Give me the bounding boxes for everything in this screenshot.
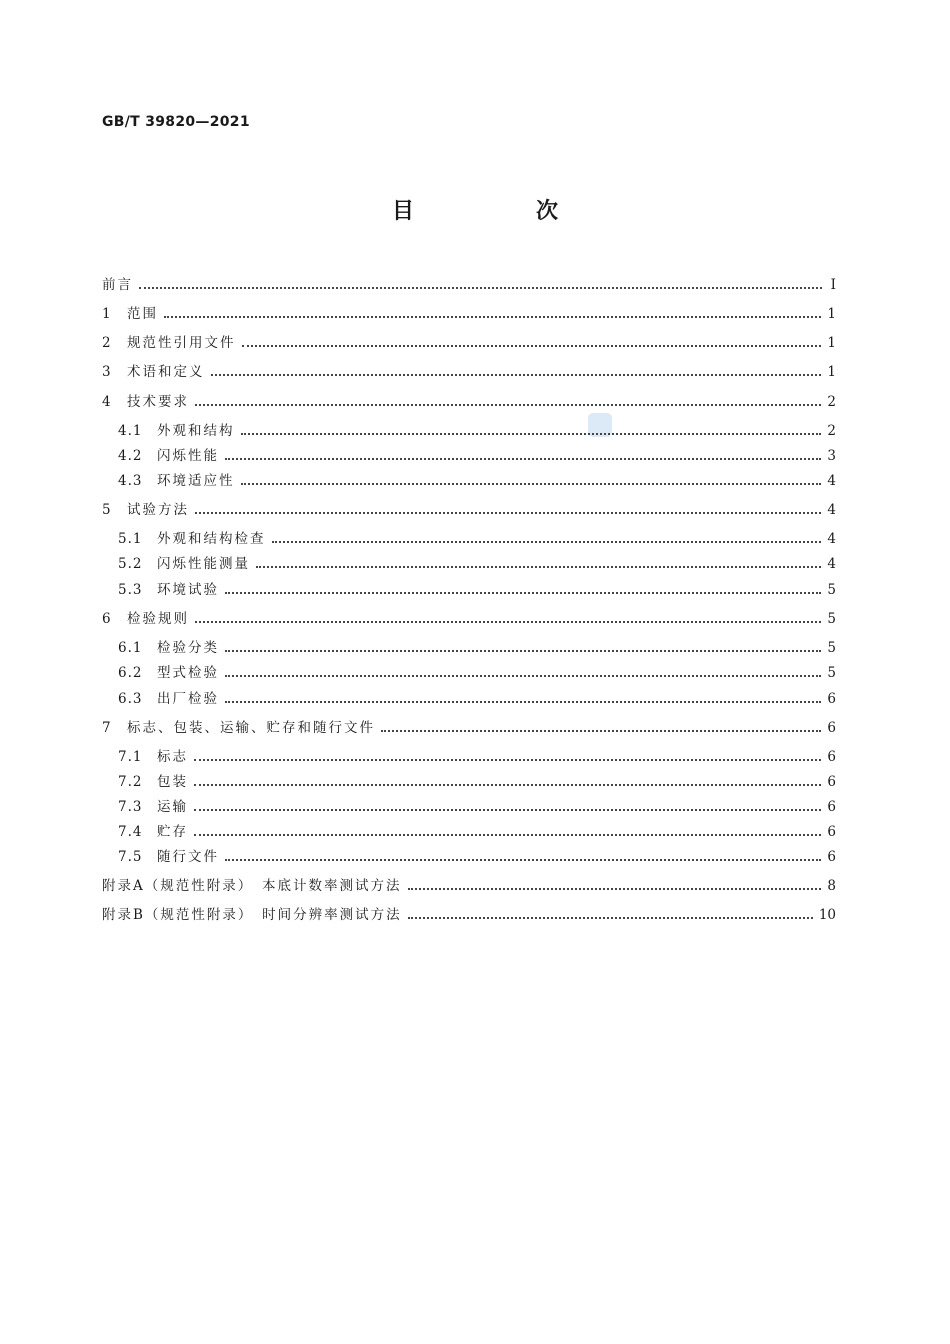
toc-entry-page: 4 (827, 502, 836, 518)
toc-entry-label: 型式检验 (157, 665, 219, 681)
toc-leader-dots (164, 316, 821, 318)
toc-leader-dots (241, 433, 822, 435)
toc-entry-label: 前言 (102, 277, 133, 293)
toc-entry[interactable] (118, 663, 836, 683)
toc-entry-page: 2 (827, 394, 836, 410)
toc-entry-label: 外观和结构 (157, 423, 235, 439)
toc-title: 目 次 (391, 199, 608, 224)
toc-leader-dots (381, 730, 821, 732)
toc-entry-page: 6 (827, 691, 836, 707)
toc-leader-dots (408, 888, 822, 890)
toc-leader-dots (194, 759, 821, 761)
toc-entry-number: 7.5 (118, 849, 143, 865)
toc-entry-label: 技术要求 (127, 394, 189, 410)
toc-leader-dots (139, 287, 822, 289)
toc-entry-number: 4 (102, 394, 112, 410)
toc-entry-number: 6.2 (118, 665, 143, 681)
toc-entry[interactable] (118, 822, 836, 842)
toc-leader-dots (256, 566, 821, 568)
toc-entry-label: 检验规则 (127, 611, 189, 627)
toc-entry[interactable] (118, 847, 836, 867)
toc-entry[interactable] (102, 718, 836, 738)
toc-entry-number: 5.3 (118, 582, 143, 598)
toc-entry-number: 5.1 (118, 531, 143, 547)
toc-leader-dots (225, 859, 821, 861)
toc-entry-label: 贮存 (157, 824, 188, 840)
toc-leader-dots (194, 809, 821, 811)
toc-entry-page: 6 (827, 774, 836, 790)
toc-entry-number: 6 (102, 611, 112, 627)
toc-entry-number: 1 (102, 306, 112, 322)
toc-entry-label: 附录B（规范性附录） 时间分辨率测试方法 (102, 907, 402, 923)
toc-entry[interactable] (118, 797, 836, 817)
toc-entry-number: 4.3 (118, 473, 143, 489)
toc-entry-page: 6 (827, 799, 836, 815)
toc-leader-dots (225, 650, 821, 652)
toc-entry-number: 7 (102, 720, 112, 736)
standard-number: GB/T 39820—2021 (102, 114, 250, 130)
toc-entry[interactable] (102, 609, 836, 629)
toc-entry-number: 3 (102, 364, 112, 380)
toc-entry[interactable] (102, 275, 836, 295)
toc-leader-dots (195, 404, 821, 406)
toc-leader-dots (242, 345, 822, 347)
toc-entry-label: 附录A（规范性附录） 本底计数率测试方法 (102, 878, 402, 894)
toc-leader-dots (225, 592, 821, 594)
toc-entry-page: 5 (827, 582, 836, 598)
toc-entry-page: 2 (827, 423, 836, 439)
toc-entry[interactable] (118, 529, 836, 549)
toc-entry-label: 范围 (127, 306, 158, 322)
toc-entry-page: 10 (818, 907, 836, 923)
toc-entry[interactable] (102, 392, 836, 412)
toc-entry-page: 4 (827, 531, 836, 547)
toc-entry[interactable] (118, 638, 836, 658)
toc-entry-number: 4.1 (118, 423, 143, 439)
toc-entry-label: 出厂检验 (157, 691, 219, 707)
toc-entry-number: 2 (102, 335, 112, 351)
toc-entry-label: 环境试验 (157, 582, 219, 598)
toc-entry[interactable] (118, 689, 836, 709)
toc-leader-dots (225, 675, 821, 677)
toc-entry-page: 1 (827, 364, 836, 380)
toc-entry[interactable] (102, 905, 836, 925)
toc-entry-page: 6 (827, 849, 836, 865)
toc-entry-label: 外观和结构检查 (157, 531, 266, 547)
toc-entry-label: 检验分类 (157, 640, 219, 656)
toc-entry-page: 6 (827, 824, 836, 840)
toc-entry-label: 包装 (157, 774, 188, 790)
toc-entry-page: 5 (827, 665, 836, 681)
toc-entry-page: 5 (827, 640, 836, 656)
toc-entry[interactable] (118, 471, 836, 491)
toc-entry-label: 随行文件 (157, 849, 219, 865)
toc-leader-dots (195, 621, 821, 623)
toc-leader-dots (211, 374, 822, 376)
toc-entry-page: 3 (827, 448, 836, 464)
toc-entry-label: 试验方法 (127, 502, 189, 518)
toc-entry[interactable] (118, 747, 836, 767)
toc-entry-page: 4 (827, 473, 836, 489)
toc-leader-dots (272, 541, 822, 543)
toc-entry-page: 4 (827, 556, 836, 572)
toc-entry[interactable] (118, 772, 836, 792)
toc-entry-label: 标志 (157, 749, 188, 765)
toc-leader-dots (194, 784, 821, 786)
toc-entry-label: 标志、包装、运输、贮存和随行文件 (127, 720, 375, 736)
toc-entry[interactable] (102, 333, 836, 353)
toc-entry[interactable] (102, 362, 836, 382)
toc-entry[interactable] (118, 554, 836, 574)
toc-entry[interactable] (102, 876, 836, 896)
toc-entry-page: 5 (827, 611, 836, 627)
toc-leader-dots (195, 512, 821, 514)
toc-entry-page: 6 (827, 720, 836, 736)
toc-entry-page: 1 (827, 306, 836, 322)
toc-entry-page: Ⅰ (830, 277, 836, 293)
toc-entry-label: 闪烁性能 (157, 448, 219, 464)
toc-entry-number: 6.1 (118, 640, 143, 656)
toc-entry[interactable] (118, 580, 836, 600)
toc-entry-page: 6 (827, 749, 836, 765)
toc-entry[interactable] (102, 304, 836, 324)
toc-entry[interactable] (102, 500, 836, 520)
toc-entry-number: 5.2 (118, 556, 143, 572)
toc-entry-number: 5 (102, 502, 112, 518)
toc-entry-page: 8 (827, 878, 836, 894)
toc-entry[interactable] (118, 421, 836, 441)
toc-entry-number: 7.3 (118, 799, 143, 815)
toc-entry-number: 7.2 (118, 774, 143, 790)
toc-entry-number: 7.4 (118, 824, 143, 840)
toc-entry-number: 7.1 (118, 749, 143, 765)
toc-entry-label: 环境适应性 (157, 473, 235, 489)
toc-entry-page: 1 (827, 335, 836, 351)
toc-entry-label: 术语和定义 (127, 364, 205, 380)
toc-entry-label: 闪烁性能测量 (157, 556, 250, 572)
toc-leader-dots (194, 834, 821, 836)
toc-entry[interactable] (118, 446, 836, 466)
toc-leader-dots (408, 917, 813, 919)
toc-entry-number: 4.2 (118, 448, 143, 464)
toc-leader-dots (225, 458, 821, 460)
toc-entry-number: 6.3 (118, 691, 143, 707)
toc-leader-dots (241, 483, 822, 485)
toc-entry-label: 运输 (157, 799, 188, 815)
toc-leader-dots (225, 701, 821, 703)
toc-entry-label: 规范性引用文件 (127, 335, 236, 351)
